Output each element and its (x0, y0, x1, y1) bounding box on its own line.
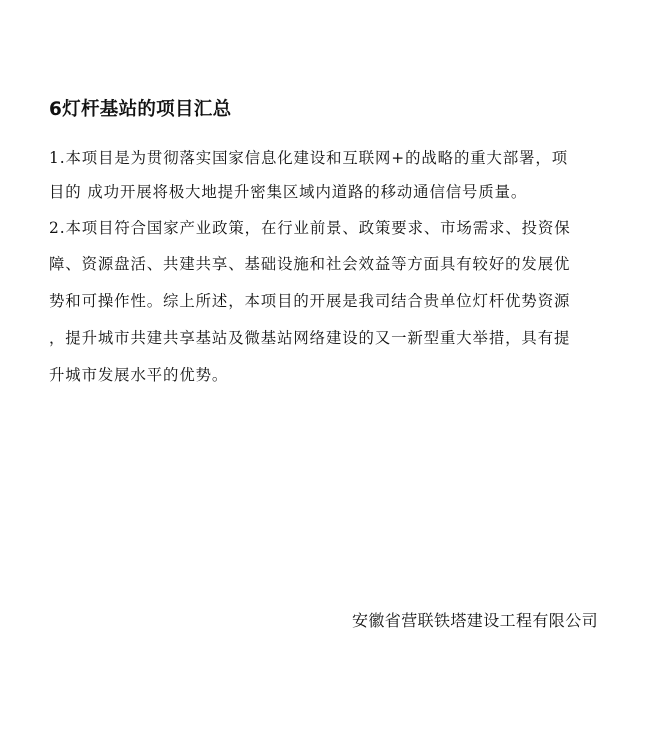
paragraph-line: 升城市发展水平的优势。 (49, 366, 229, 384)
paragraph-line: 障、资源盘活、共建共享、基础设施和社会效益等方面具有较好的发展优 (49, 255, 571, 273)
paragraph-line: 2.本项目符合国家产业政策，在行业前景、政策要求、市场需求、投资保 (49, 219, 571, 237)
paragraph-line: 1.本项目是为贯彻落实国家信息化建设和互联网+的战略的重大部署，项 (49, 149, 568, 167)
paragraph-line: 目的 成功开展将极大地提升密集区域内道路的移动通信信号质量。 (49, 183, 528, 201)
paragraph-line: 势和可操作性。综上所述，本项目的开展是我司结合贵单位灯杆优势资源 (49, 292, 571, 310)
company-signature: 安徽省营联铁塔建设工程有限公司 (352, 611, 599, 630)
section-heading: 6灯杆基站的项目汇总 (49, 99, 232, 120)
paragraph-line: ，提升城市共建共享基站及微基站网络建设的又一新型重大举措，具有提 (49, 329, 571, 347)
